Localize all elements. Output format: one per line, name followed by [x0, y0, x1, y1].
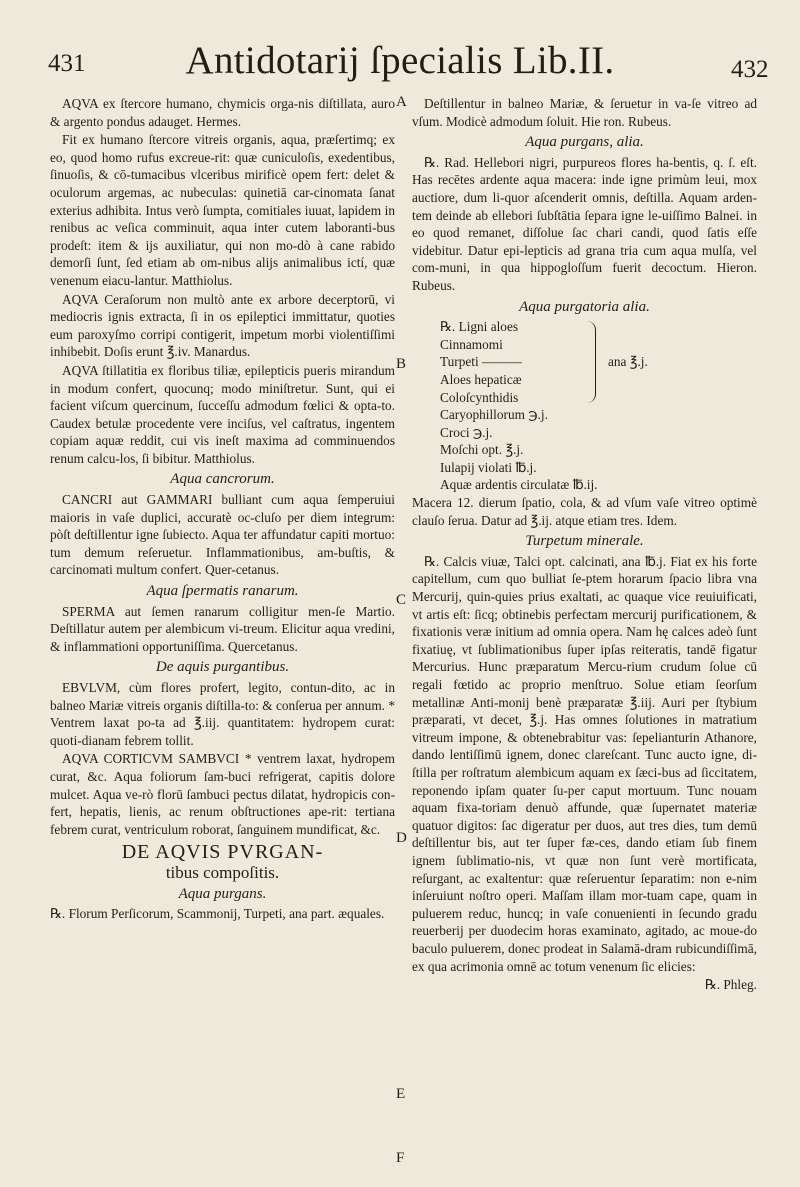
page-number-left: 431 [48, 50, 86, 77]
ingredient-item: Moſchi opt. ℥.j. [440, 442, 524, 458]
paragraph: ℞. Florum Perſicorum, Scammonij, Turpeti, ana part. æquales. [50, 906, 385, 922]
section-heading: Turpetum minerale. [525, 533, 644, 550]
ingredient-item: Aloes hepaticæ [440, 371, 522, 387]
section-heading: Aqua purgatoria alia. [519, 298, 650, 315]
section-heading: Aqua ſpermatis ranarum. [146, 583, 299, 600]
ingredient-item: Croci ℈.j. [440, 424, 493, 440]
paragraph: ℞. Rad. Hellebori nigri, purpureos flores ha-bentis, q. ſ. eſt. Has recētes ardente aqua macera: inde igne primùm leui, mox auctiore, dum li-quor aſcenderit omnis, deſtilla. Aquam arden-tem deinde ab ellebori ſubſtātia ſepara igne le-uiſſimo Balnei. in eo quod remanet, diſſolue ſac chari candi, quod ſatis eſſe videbitur. Datur epi-lepticis ad grana tria cum aqua mulſa, vel com-muni, in qua hippogloſſum fuerit decoctum. Hieron. Rubeus. [412, 154, 757, 293]
page-header [0, 38, 800, 92]
paragraph: AQVA Ceraſorum non multò ante ex arbore decerptorū, vi mediocris ignis extracta, ſi in os epileptici immittatur, quoties eum paroxyſmo corripi contigerit, impetum morbi violentiſſimi inhibebit. Doſis erunt ℥.iv. Manardus. [50, 291, 395, 360]
page-number-right: 432 [731, 56, 769, 83]
section-heading: Aqua purgans, alia. [525, 134, 644, 151]
margin-letter-b: B [396, 356, 407, 372]
chapter-subheading: tibus compoſitis. [165, 862, 280, 882]
margin-letter-a: A [396, 94, 407, 110]
ingredient-item: Turpeti ——— [440, 354, 522, 370]
paragraph: Fit ex humano ſtercore vitreis organis, aqua, præſertimq; ex eo, quod homo rufus excreue-rit: quæ cuniculoſis, exedentibus, ſinuoſis, & cō-tumacibus vlceribus mirificè opem fert: delet & oculorum argemas, ac nubeculas: quinetiā car-cinomata ſanat exterius adhibita. Intus verò ſumpta, comitiales iuuat, lapidem in renibus ac veſica comminuit, aqua inter cutem laboranti-bus prodeſt: item & ijs auxiliatur, qui non mo-dò à cane rabido demorſi ſunt, ſed etiam ab om-nibus alijs animalibus ictí, quæ venenum eiacu-lantur. Matthiolus. [50, 132, 395, 288]
catchword: ℞. Phleg. [704, 977, 757, 993]
paragraph: SPERMA aut ſemen ranarum colligitur men-ſe Martio. Deſtillatur autem per alembicum vi-treum. Elicitur aqua vredini, & inflammationi opportuniſſima. Quercetanus. [50, 603, 395, 654]
ingredient-item: Cinnamomi [440, 336, 503, 352]
chapter-heading: DE AQVIS PVRGAN- [121, 841, 324, 864]
ingredient-dose: ana ℥.j. [608, 354, 648, 370]
grouping-brace [584, 321, 596, 403]
margin-letter-e: E [396, 1086, 406, 1102]
paragraph: EBVLVM, cùm flores profert, legito, contun-dito, ac in balneo Mariæ vitreis organis diſtilla-to: & conſerua per annum. * Ventrem laxat po-ta ad ℥.iij. quantitatem: hydropem curat: quoti-dianam febrem tollit. [50, 680, 395, 748]
ingredient-item: ℞. Ligni aloes [440, 319, 519, 335]
ingredient-item: Caryophillorum ℈.j. [440, 407, 548, 423]
paragraph: AQVA ſtillatitia ex floribus tiliæ, epilepticis pueris mirandum in modum confert, quocunq; modo miniſtretur. Sunt, qui ei facient viſcum quercinum, ſucceſſu admodum fœlici & opta-to. Caudex betulæ procedente vere inciſus, vel caſtratus, ingentem copiam aquæ reddit, cui vis ineſt maxima ad comminuendos renum calcu-los, ſi bibitur. Matthiolus. [50, 362, 395, 466]
margin-letter-c: C [396, 592, 407, 608]
section-heading: Aqua purgans. [178, 885, 267, 902]
ingredient-list-continued [440, 406, 757, 494]
paragraph: Macera 12. dierum ſpatio, cola, & ad vſum vaſe vitreo optimè clauſo ſerua. Datur ad ℥.ij. atque etiam tres. Idem. [412, 495, 757, 528]
left-text-column [50, 95, 395, 1165]
margin-letter-f: F [396, 1150, 405, 1166]
right-text-column [412, 95, 757, 1165]
margin-letter-d: D [396, 830, 407, 846]
paragraph: AQVA CORTICVM SAMBVCI * ventrem laxat, hydropem curat, &c. Aqua foliorum ſam-buci refrigerat, capitis dolore mulcet. Aqua ve-rò florū ſambuci pectus dilatat, hydropicis con-fert, hepatis, lienis, ac renum obſtructiones ape-rit: tertiana febrem curat, ventriculum roborat, ſanguinem mundificat, &c. [50, 751, 395, 837]
running-title: Antidotarij ſpecialis Lib.II. [185, 39, 615, 82]
ingredient-list [440, 318, 757, 406]
paragraph: ℞. Calcis viuæ, Talci opt. calcinati, ana ℔.j. Fiat ex his forte capitellum, cum quo bulliat ſe-ptem horarum ſpacio libra vna Mercurij, quin-quies prius exaltati, ac quaque vice reuiuificati, vt artis eſt: ſicq; obtinebis perfectam mercurij purificationem, & fixationis veræ initium ad omnia opera. Nam hę calces adeò ſunt fixatiuę, vt ſublimationibus ſuper ipſas reiteratis, tandē figatur Mercurius. Hunc præparatum Mercu-rium crudum ſolue cū regali fœtido ac proprio menſtruo. Solue etiam ſeorſum metallinæ Anti-monij benè præparatæ ℥.iij. Auri per ſtybium præparati, vt decet, ℥.j. Has omnes ſolutiones in matratium vitreum impone, & obtenebrabitur vas: ſepelianturin Athanore, dando lentiſſimū ignem, donec clareſcant. Tunc aucto igne, di-ſtilla per roſtratum alembicum aquam ex ſæci-bus ad ſiccitatem, reponendo ipſam quater ſu-per caput mortuum. Tunc nouam aquam fixa-toriam denuò affunde, quæ ſupernatet materiæ quatuor digitos: ſac digeratur per duos, aut tres dies, tum demū deſtillentur bis, aut ter ſuper fæ-ces, dando etiam ſub finem ignem ſublimatio-nis, vt quæ non ſunt verè mortificata, reſurgant, ac exaltentur: quæ reſeruentur ſeparatim: non e-nim inſeruiunt noſtro operi. Maſſam illam mor-tuam cape, quam in puluerem reduc, huncq; in vaſe conuenienti in ſecundo gradu reuerberij per duodecim horas examinato, agitado, ac moue-do baculo puluerem, donec prodeat in Salamā-dram rubicundiſſimā, ex qua acrimonia omnē ac totum venenum ſic elicies: [412, 553, 757, 974]
paragraph: Deſtillentur in balneo Mariæ, & ſeruetur in va-ſe vitreo ad vſum. Modicè admodum ſoluit. Hie ron. Rubeus. [412, 96, 757, 129]
section-heading: Aqua cancrorum. [170, 471, 275, 488]
paragraph: CANCRI aut GAMMARI bulliant cum aqua ſemperuiui maioris in vaſe duplici, accuratè oc-cluſo per diem integrum: pòſt deſtillentur igne ſubiecto. Aqua ter affundatur capiti mortuo: tum demum reſeruetur. Inflammationibus, am-buſtis, & carcinomati multum confert. Quer-cetanus. [50, 492, 395, 578]
ingredient-item: Iulapij violati ℔.j. [440, 459, 537, 475]
ingredient-item: Aquæ ardentis circulatæ ℔.ij. [440, 477, 598, 493]
paragraph: AQVA ex ſtercore humano, chymicis orga-nis diſtillata, auro & argento pondus adauget. Hermes. [50, 96, 395, 129]
section-heading: De aquis purgantibus. [155, 659, 290, 676]
ingredient-item: Coloſcynthidis [440, 389, 519, 405]
